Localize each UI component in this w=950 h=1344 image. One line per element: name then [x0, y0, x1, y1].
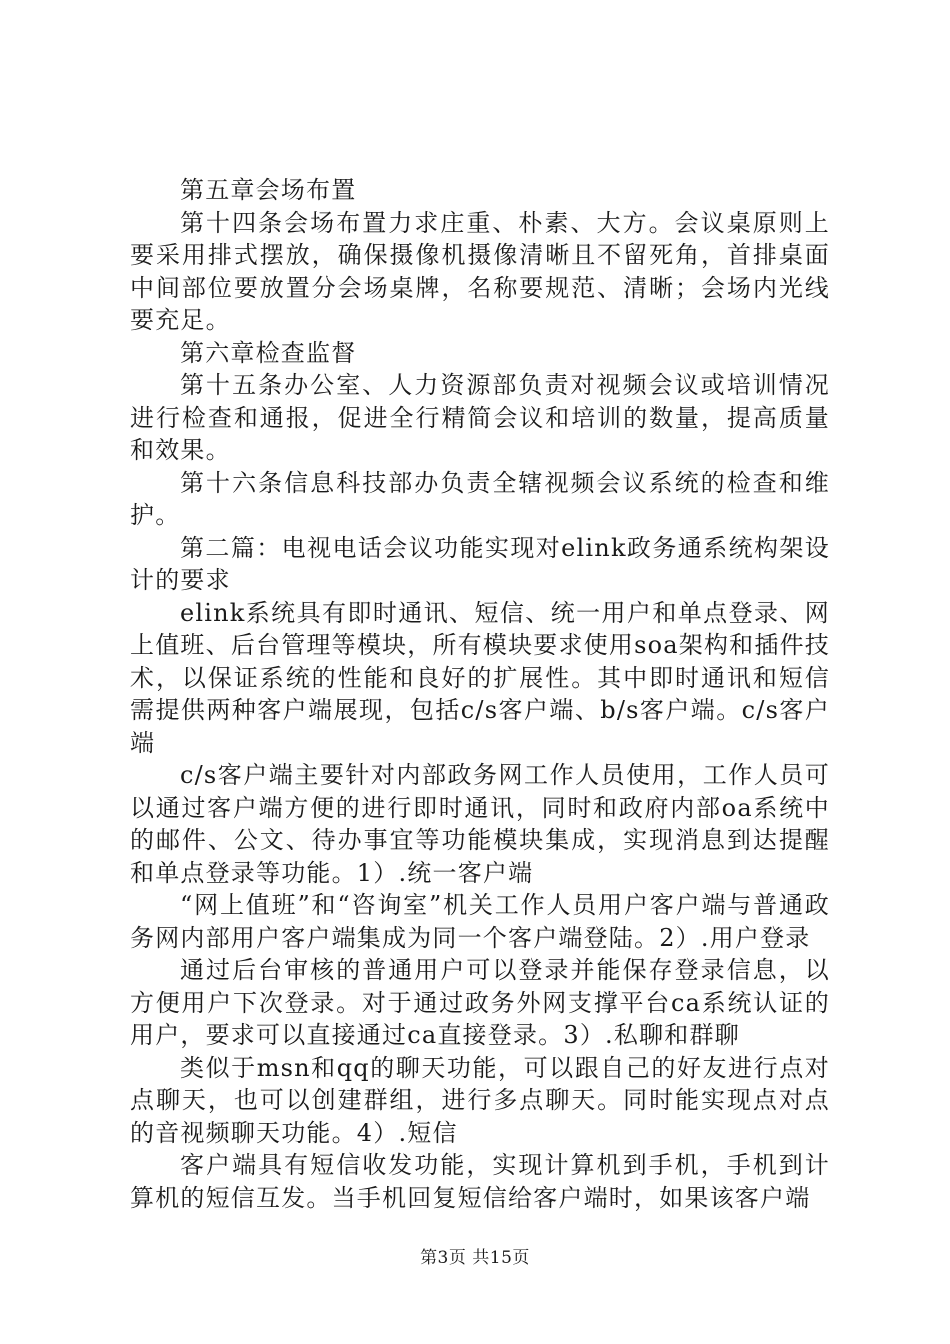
paragraph-article-14: 第十四条会场布置力求庄重、朴素、大方。会议桌原则上要采用排式摆放，确保摄像机摄像清晰且不留死角，首排桌面中间部位要放置分会场桌牌，名称要规范、清晰；会场内光线要充足。 [130, 208, 830, 334]
page-footer: 第3页 共15页 [420, 1248, 530, 1268]
paragraph-cs-client: c/s客户端主要针对内部政务网工作人员使用，工作人员可以通过客户端方便的进行即时通讯，同时和政府内部oa系统中的邮件、公文、待办事宜等功能模块集成，实现消息到达提醒和单点登录等功能。1）.统一客户端 [130, 761, 830, 887]
paragraph-unified-client: “网上值班”和“咨询室”机关工作人员用户客户端与普通政务网内部用户客户端集成为同一个客户端登陆。2）.用户登录 [130, 891, 830, 952]
paragraph-article-16: 第十六条信息科技部办负责全辖视频会议系统的检查和维护。 [130, 468, 830, 529]
chapter-heading-6: 第六章检查监督 [180, 338, 357, 367]
paragraph-user-login: 通过后台审核的普通用户可以登录并能保存登录信息，以方便用户下次登录。对于通过政务外网支撑平台ca系统认证的用户，要求可以直接通过ca直接登录。3）.私聊和群聊 [130, 956, 830, 1049]
paragraph-article-15: 第十五条办公室、人力资源部负责对视频会议或培训情况进行检查和通报，促进全行精简会议和培训的数量，提高质量和效果。 [130, 371, 830, 464]
document-body [130, 174, 830, 1214]
paragraph-sms: 客户端具有短信收发功能，实现计算机到手机，手机到计算机的短信互发。当手机回复短信给客户端时，如果该客户端 [130, 1151, 830, 1212]
paragraph-elink-overview: elink系统具有即时通讯、短信、统一用户和单点登录、网上值班、后台管理等模块，所有模块要求使用soa架构和插件技术，以保证系统的性能和良好的扩展性。其中即时通讯和短信需提供两种客户端展现，包括c/s客户端、b/s客户端。c/s客户端 [130, 598, 830, 757]
paragraph-chat: 类似于msn和qq的聊天功能，可以跟自己的好友进行点对点聊天，也可以创建群组，进行多点聊天。同时能实现点对点的音视频聊天功能。4）.短信 [130, 1053, 830, 1147]
section-heading-part-2: 第二篇：电视电话会议功能实现对elink政务通系统构架设计的要求 [130, 533, 830, 594]
chapter-heading-5: 第五章会场布置 [180, 176, 357, 204]
